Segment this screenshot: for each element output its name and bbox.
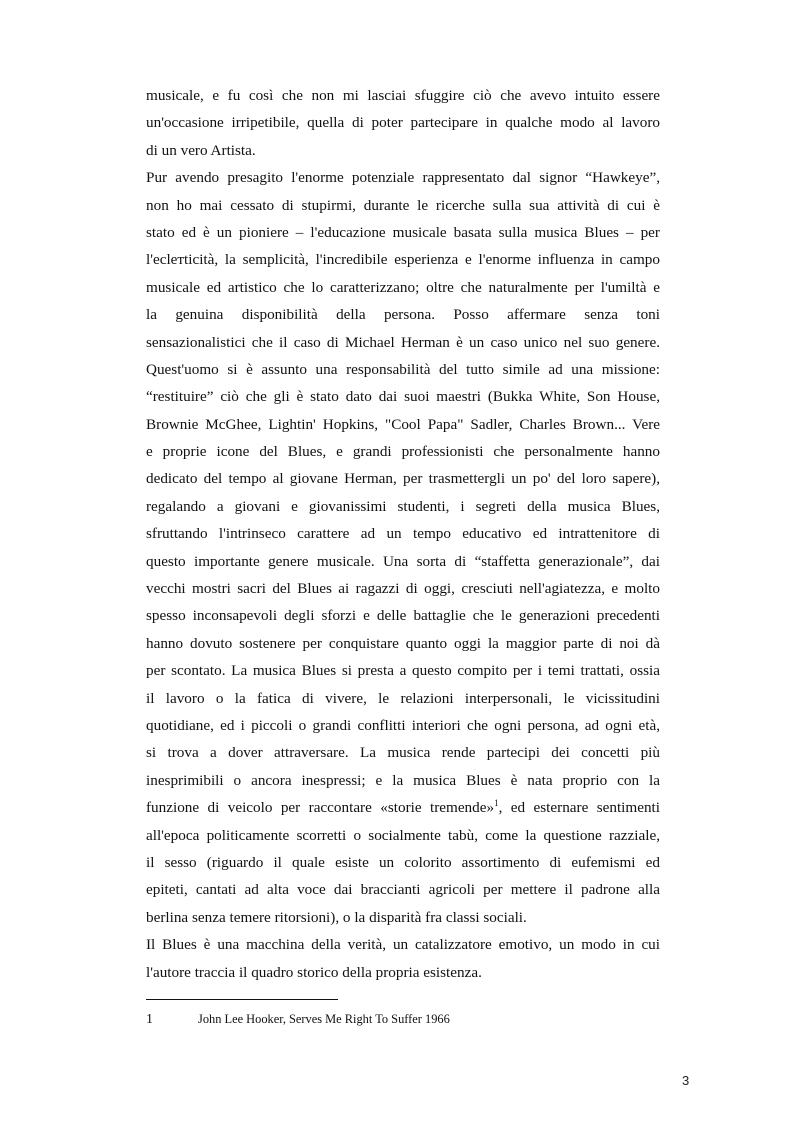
text-line: Quest'uomo si è assunto una responsabilità del tutto simile ad una missione: — [146, 360, 660, 378]
footnote-number: 1 — [146, 1012, 153, 1027]
text-line: musicale ed artistico che lo caratterizzano; oltre che naturalmente per l'umiltà e — [146, 278, 660, 296]
text-line: sfruttando l'intrinseco carattere ad un tempo educativo ed intrattenitore di — [146, 525, 660, 543]
text-line: “restituire” ciò che gli è stato dato dai suoi maestri (Bukka White, Son House, — [146, 388, 660, 406]
text-line: epiteti, cantati ad alta voce dai braccianti agricoli per mettere il padrone alla — [146, 881, 660, 899]
text-line: quotidiane, ed i piccoli o grandi conflitti interiori che ogni persona, ad ogni età, — [146, 716, 660, 734]
footnote-separator — [146, 999, 338, 1000]
text-line: e proprie icone del Blues, e grandi professionisti che personalmente hanno — [146, 443, 660, 461]
text-line-part: , ed esternare sentimenti — [498, 799, 660, 817]
text-line: spesso inconsapevoli degli sforzi e delle battaglie che le generazioni precedenti — [146, 607, 660, 625]
text-line: il lavoro o la fatica di vivere, le relazioni interpersonali, le vicissitudini — [146, 689, 660, 707]
text-line: Pur avendo presagito l'enorme potenziale rappresentato dal signor “Hawkeye”, — [146, 169, 660, 187]
text-line: sensazionalistici che il caso di Michael Herman è un caso unico nel suo genere. — [146, 333, 660, 351]
text-line: un'occasione irripetibile, quella di poter partecipare in qualche modo al lavoro — [146, 114, 660, 132]
text-line: l'eclетticità, la semplicità, l'incredibile esperienza e l'enorme influenza in campo — [146, 251, 660, 269]
text-line: il sesso (riguardo il quale esiste un colorito assortimento di eufemismi ed — [146, 853, 660, 871]
text-line: hanno dovuto sostenere per conquistare quanto oggi la maggior parte di noi dà — [146, 634, 660, 652]
text-line: Brownie McGhee, Lightin' Hopkins, "Cool Papa" Sadler, Charles Brown... Vere — [146, 415, 660, 433]
text-line: berlina senza temere ritorsioni), o la disparità fra classi sociali. — [146, 908, 527, 926]
body-text — [146, 82, 660, 986]
text-line: musicale, e fu così che non mi lasciai sfuggire ciò che avevo intuito essere — [146, 87, 660, 104]
text-line: l'autore traccia il quadro storico della propria esistenza. — [146, 963, 482, 981]
text-line: per scontato. La musica Blues si presta a questo compito per i temi trattati, ossia — [146, 662, 660, 680]
text-line: regalando a giovani e giovanissimi studenti, i segreti della musica Blues, — [146, 497, 660, 515]
footnote-reference: 1 — [494, 798, 499, 809]
text-line: vecchi mostri sacri del Blues ai ragazzi di oggi, cresciuti nell'agiatezza, e molto — [146, 580, 660, 598]
text-line: Il Blues è una macchina della verità, un catalizzatore emotivo, un modo in cui — [146, 936, 660, 954]
text-line: non ho mai cessato di stupirmi, durante le ricerche sulla sua attività di cui è — [146, 196, 660, 214]
text-line: inesprimibili o ancora inespressi; e la musica Blues è nata proprio con la — [146, 771, 660, 789]
footnote-text: John Lee Hooker, Serves Me Right To Suffer 1966 — [198, 1012, 450, 1026]
footnote — [146, 1011, 660, 1028]
text-line: stato ed è un pioniere – l'educazione musicale basata sulla musica Blues – per — [146, 223, 660, 241]
text-line: questo importante genere musicale. Una sorta di “staffetta generazionale”, dai — [146, 552, 660, 570]
page-number: 3 — [682, 1073, 690, 1088]
text-line: di un vero Artista. — [146, 141, 256, 159]
text-line-part: funzione di veicolo per raccontare «storie tremende» — [146, 799, 495, 817]
text-line: dedicato del tempo al giovane Herman, per trasmettergli un po' del loro sapere), — [146, 470, 660, 488]
text-line-with-footnote-ref — [146, 794, 660, 821]
text-line: si trova a dover attraversare. La musica rende partecipi dei concetti più — [146, 744, 660, 762]
text-line: all'epoca politicamente scorretti o socialmente tabù, come la questione razziale, — [146, 826, 660, 844]
text-line: la genuina disponibilità della persona. Posso affermare senza toni — [146, 306, 660, 324]
